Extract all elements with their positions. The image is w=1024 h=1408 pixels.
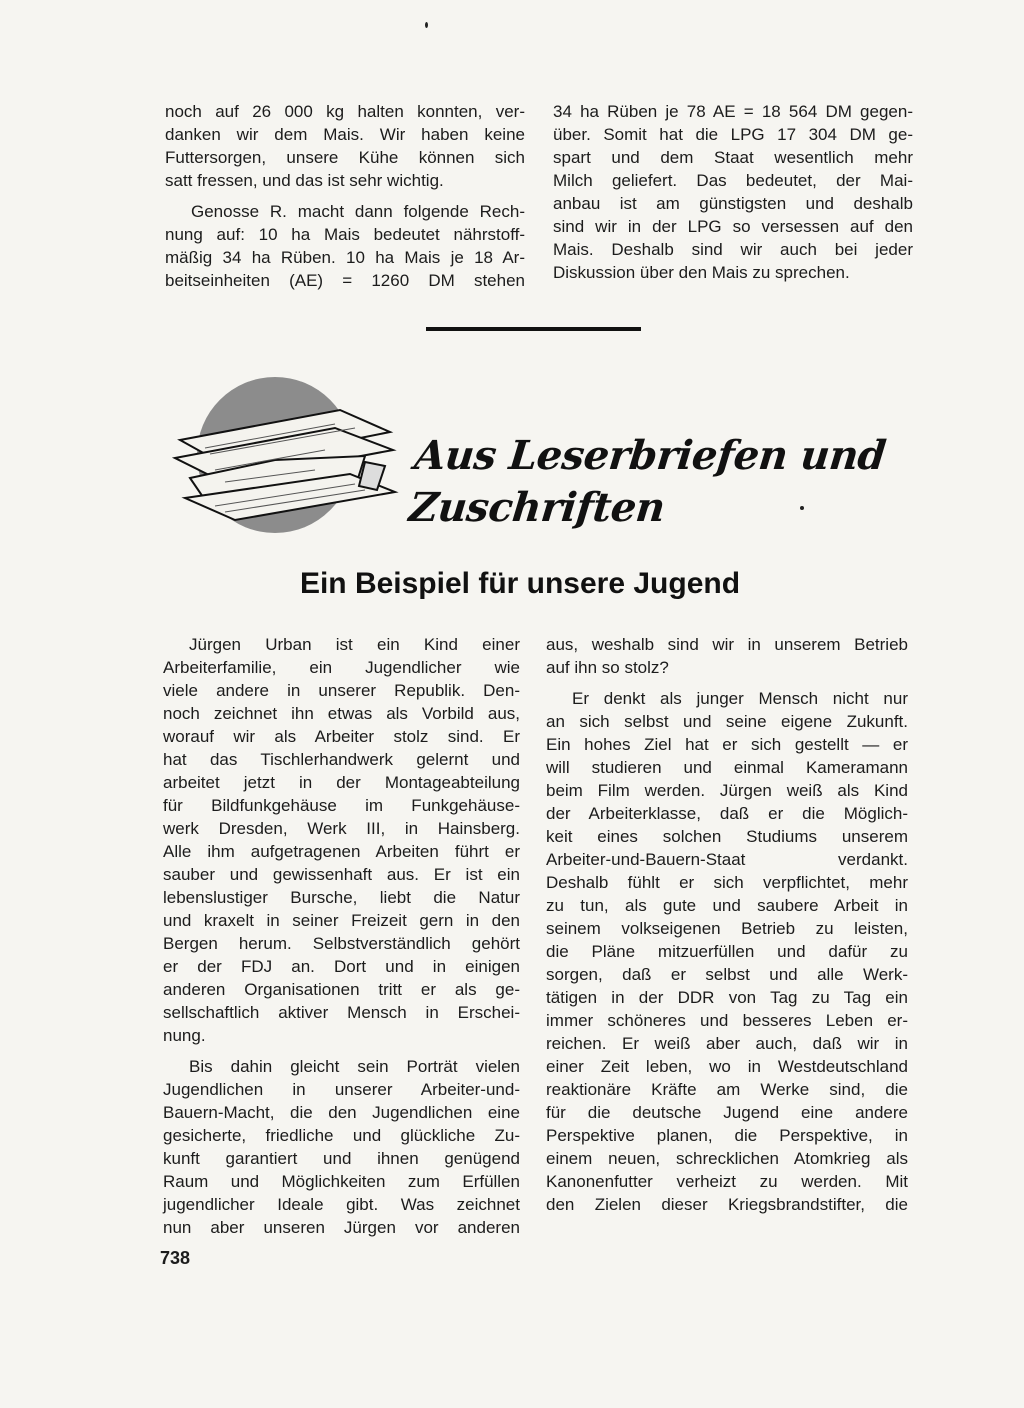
text-line: viele andere in unserer Republik. Den- [163, 681, 520, 700]
text-line: keit eines solchen Studiums unserem [546, 827, 908, 846]
text-line: für die deutsche Jugend eine andere [546, 1103, 908, 1122]
text-line: Kanonenfutter verheizt zu werden. Mit [546, 1172, 908, 1191]
text-line: Bauern-Macht, die den Jugendlichen eine [163, 1103, 520, 1122]
text-line: gesicherte, friedliche und glückliche Zu- [163, 1126, 520, 1145]
text-line: seinem volkseigenen Betrieb zu leisten, [546, 919, 908, 938]
text-line: aus, weshalb sind wir in unserem Betrieb [546, 635, 908, 654]
text-line: Perspektive planen, die Perspektive, in [546, 1126, 908, 1145]
article-headline: Ein Beispiel für unsere Jugend [299, 567, 741, 600]
text-line: Deshalb fühlt er sich verpflichtet, mehr [546, 873, 908, 892]
text-line: Raum und Möglichkeiten zum Erfüllen [163, 1172, 520, 1191]
text-line: der Arbeiterklasse, daß er die Möglich- [546, 804, 908, 823]
text-line: Futtersorgen, unsere Kühe können sich [165, 148, 525, 167]
text-line: arbeitet jetzt in der Montageabteilung [163, 773, 520, 792]
text-line: mäßig 34 ha Rüben. 10 ha Mais je 18 Ar- [165, 248, 525, 267]
text-line: beim Film werden. Jürgen weiß als Kind [546, 781, 908, 800]
text-line: jugendlicher Ideale gibt. Was zeichnet [163, 1195, 520, 1214]
text-line: satt fressen, und das ist sehr wichtig. [165, 171, 444, 190]
text-line: die Pläne mitzuerfüllen und dafür zu [546, 942, 908, 961]
print-speck [425, 22, 428, 28]
text-line: nung auf: 10 ha Mais bedeutet nährstoff- [165, 225, 525, 244]
text-line: will studieren und einmal Kameramann [546, 758, 908, 777]
paragraph [165, 100, 525, 192]
text-line: Mais. Deshalb sind wir auch bei jeder [553, 240, 913, 259]
bottom-left-column [163, 633, 520, 1247]
paragraph [165, 200, 525, 292]
section-divider [426, 327, 641, 331]
text-line: kunft garantiert und ihnen genügend [163, 1149, 520, 1168]
text-line: anbau ist am günstigsten und deshalb [553, 194, 913, 213]
text-line: lebenslustiger Bursche, liebt die Natur [163, 888, 520, 907]
text-line: werk Dresden, Werk III, in Hainsberg. [163, 819, 520, 838]
text-line: beitseinheiten (AE) = 1260 DM stehen [165, 271, 525, 290]
text-line: sorgen, daß er selbst und alle Werk- [546, 965, 908, 984]
text-line: reaktionäre Kräfte am Werke sind, die [546, 1080, 908, 1099]
text-line: einem neuen, schrecklichen Atomkrieg als [546, 1149, 908, 1168]
text-line: spart und dem Staat wesentlich mehr [553, 148, 913, 167]
text-line: immer schöneres und besseres Leben er- [546, 1011, 908, 1030]
print-speck [800, 506, 804, 510]
text-line: Milch geliefert. Das bedeutet, der Mai- [553, 171, 913, 190]
paragraph [546, 687, 908, 1216]
text-line: Ein hohes Ziel hat er sich gestellt — er [546, 735, 908, 754]
top-left-column [165, 100, 525, 300]
text-line: nun aber unseren Jürgen vor anderen [163, 1218, 520, 1237]
text-line: den Zielen dieser Kriegsbrandstifter, die [546, 1195, 908, 1214]
paragraph [546, 633, 908, 679]
text-line: Diskussion über den Mais zu sprechen. [553, 263, 850, 282]
text-line: nung. [163, 1026, 206, 1045]
section-title: Aus Leserbriefen und Zuschriften [406, 432, 888, 531]
text-line: und kraxelt in seiner Freizeit gern in den [163, 911, 520, 930]
text-line: Arbeiter-und-Bauern-Staat verdankt. [546, 850, 908, 869]
text-line: zu tun, als gute und saubere Arbeit in [546, 896, 908, 915]
text-line: Bis dahin gleicht sein Porträt vielen [189, 1057, 520, 1076]
text-line: einer Zeit leben, wo in Westdeutschland [546, 1057, 908, 1076]
text-line: er der FDJ an. Dort und in einigen [163, 957, 520, 976]
text-line: 34 ha Rüben je 78 AE = 18 564 DM gegen- [553, 102, 913, 121]
text-line: Genosse R. macht dann folgende Rech- [191, 202, 525, 221]
text-line: Jugendlichen in unserer Arbeiter-und- [163, 1080, 520, 1099]
text-line: für Bildfunkgehäuse im Funkgehäuse- [163, 796, 520, 815]
text-line: danken wir dem Mais. Wir haben keine [165, 125, 525, 144]
text-line: über. Somit hat die LPG 17 304 DM ge- [553, 125, 913, 144]
paragraph [553, 100, 913, 284]
text-line: reichen. Er weiß aber auch, daß wir in [546, 1034, 908, 1053]
text-line: hat das Tischlerhandwerk gelernt und [163, 750, 520, 769]
text-line: auf ihn so stolz? [546, 658, 669, 677]
text-line: sellschaftlich aktiver Mensch in Erschei- [163, 1003, 520, 1022]
text-line: Alle ihm aufgetragenen Arbeiten führt er [163, 842, 520, 861]
bottom-right-column [546, 633, 908, 1224]
text-line: noch zeichnet ihn etwas als Vorbild aus, [163, 704, 520, 723]
text-line: Bergen herum. Selbstverständlich gehört [163, 934, 520, 953]
text-line: noch auf 26 000 kg halten konnten, ver- [165, 102, 525, 121]
text-line: Er denkt als junger Mensch nicht nur [572, 689, 908, 708]
stack-of-letters-icon [165, 370, 415, 540]
text-line: sauber und gewissenhaft aus. Er ist ein [163, 865, 520, 884]
text-line: worauf wir als Arbeiter stolz sind. Er [163, 727, 520, 746]
paragraph [163, 633, 520, 1047]
top-right-column [553, 100, 913, 292]
paragraph [163, 1055, 520, 1239]
text-line: sind wir in der LPG so versessen auf den [553, 217, 913, 236]
text-line: anderen Organisationen tritt er als ge- [163, 980, 520, 999]
page-number: 738 [160, 1248, 191, 1268]
text-line: Jürgen Urban ist ein Kind einer [189, 635, 520, 654]
text-line: an sich selbst und seine eigene Zukunft. [546, 712, 908, 731]
text-line: tätigen in der DDR von Tag zu Tag ein [546, 988, 908, 1007]
text-line: Arbeiterfamilie, ein Jugendlicher wie [163, 658, 520, 677]
